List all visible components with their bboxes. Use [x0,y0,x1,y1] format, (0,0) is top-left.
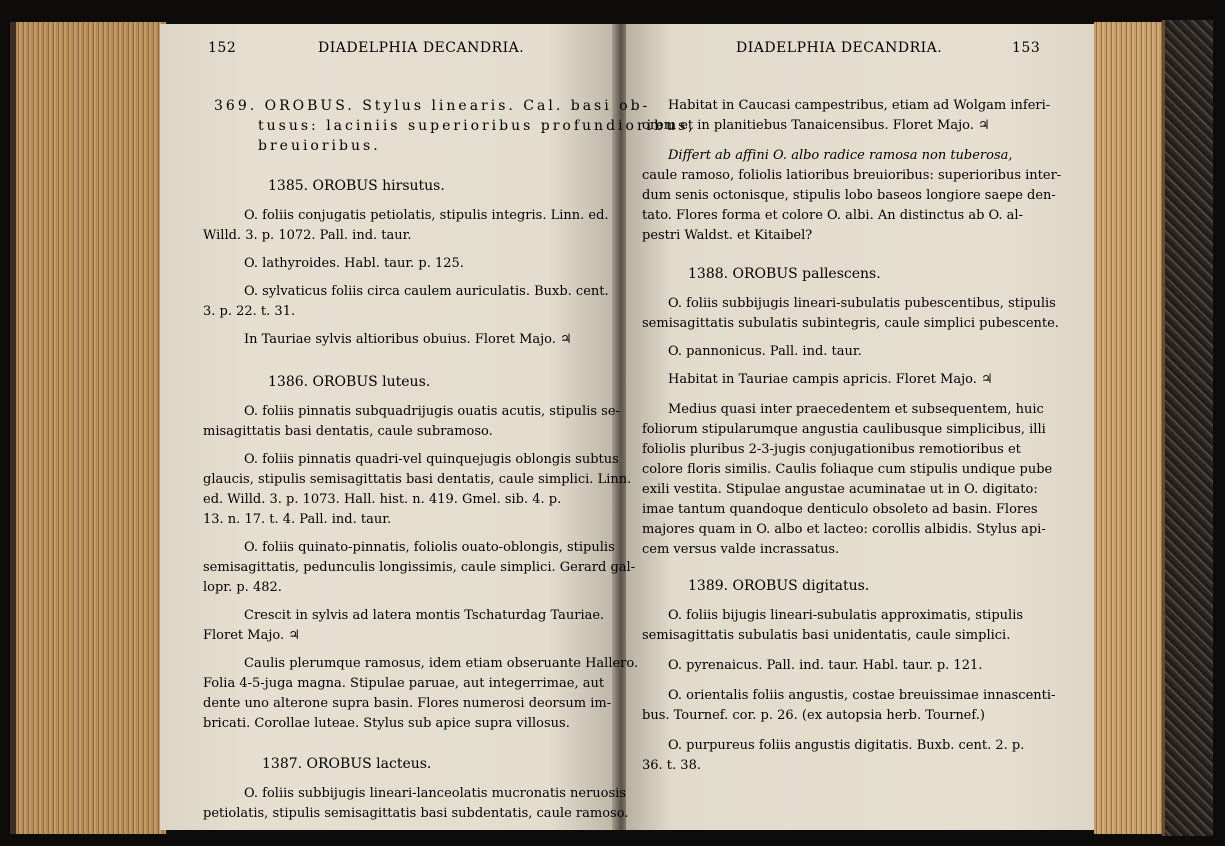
text-line: pestri Waldst. et Kitaibel? [642,228,813,243]
text-line: 369. OROBUS. Stylus linearis. Cal. basi ob- [214,98,651,114]
text-line: exili vestita. Stipulae angustae acuminatae ut in O. digitato: [642,482,1038,497]
species-heading: 1386. OROBUS luteus. [268,374,431,390]
text-line: Differt ab affini O. albo radice ramosa non tuberosa, [668,148,1013,163]
text-line: glaucis, stipulis semisagittatis basi dentatis, caule simplici. Linn. [203,472,632,487]
text-line: ed. Willd. 3. p. 1073. Hall. hist. n. 419. Gmel. sib. 4. p. [203,492,562,507]
text-line: Folia 4-5-juga magna. Stipulae paruae, aut integerrimae, aut [203,676,605,691]
text-line: lopr. p. 482. [203,580,282,595]
left-page-number: 152 [208,40,237,56]
text-line: Medius quasi inter praecedentem et subsequentem, huic [668,402,1044,417]
text-line: Caulis plerumque ramosus, idem etiam obseruante Hallero. [244,656,639,671]
right-page-edges [1094,22,1162,834]
text-line: O. foliis pinnatis subquadrijugis ouatis acutis, stipulis se- [244,404,620,419]
text-line: 36. t. 38. [642,758,701,773]
text-line: O. foliis bijugis lineari-subulatis approximatis, stipulis [668,608,1024,623]
text-line: O. lathyroides. Habl. taur. p. 125. [244,256,464,271]
text-line: bricati. Corollae luteae. Stylus sub apice supra villosus. [203,716,570,731]
text-line: petiolatis, stipulis semisagittatis basi subdentatis, caule ramoso. [203,806,629,821]
text-line: Floret Majo. ♃ [203,628,300,643]
text-line: 13. n. 17. t. 4. Pall. ind. taur. [203,512,392,527]
text-line: foliolis pluribus 2-3-jugis conjugationibus remotioribus et [642,442,1021,457]
text-line: breuioribus. [258,138,381,154]
text-line: semisagittatis, pedunculis longissimis, caule simplici. Gerard gal- [203,560,636,575]
text-line: caule ramoso, foliolis latioribus breuioribus: superioribus inter- [642,168,1062,183]
text-line: In Tauriae sylvis altioribus obuius. Floret Majo. ♃ [244,332,572,347]
species-heading: 1387. OROBUS lacteus. [262,756,432,772]
right-running-head: DIADELPHIA DECANDRIA. [736,40,943,56]
species-heading: 1389. OROBUS digitatus. [688,578,870,594]
text-line: Crescit in sylvis ad latera montis Tschaturdag Tauriae. [244,608,605,623]
right-page-number: 153 [1012,40,1041,56]
text-line: O. foliis subbijugis lineari-subulatis pubescentibus, stipulis [668,296,1056,311]
left-running-head: DIADELPHIA DECANDRIA. [318,40,525,56]
left-page-edges [10,22,166,834]
marbled-cover [1162,20,1213,836]
text-line: colore floris similis. Caulis foliaque cum stipulis undique pube [642,462,1053,477]
text-line: O. orientalis foliis angustis, costae breuissimae innascenti- [668,688,1056,703]
text-line: Habitat in Caucasi campestribus, etiam ad Wolgam inferi- [668,98,1051,113]
text-line: O. foliis quinato-pinnatis, foliolis ouato-oblongis, stipulis [244,540,615,555]
text-line: bus. Tournef. cor. p. 26. (ex autopsia herb. Tournef.) [642,708,985,723]
text-line: Willd. 3. p. 1072. Pall. ind. taur. [203,228,412,243]
text-line: orem et in planitiebus Tanaicensibus. Floret Majo. ♃ [642,118,990,133]
species-heading: 1385. OROBUS hirsutus. [268,178,445,194]
text-line: dente uno alterone supra basin. Flores numerosi deorsum im- [203,696,612,711]
text-line: O. foliis subbijugis lineari-lanceolatis mucronatis neruosis [244,786,626,801]
species-heading: 1388. OROBUS pallescens. [688,266,881,282]
text-line: O. sylvaticus foliis circa caulem auriculatis. Buxb. cent. [244,284,609,299]
text-line: O. pannonicus. Pall. ind. taur. [668,344,862,359]
text-line: O. foliis conjugatis petiolatis, stipulis integris. Linn. ed. [244,208,609,223]
text-line: O. pyrenaicus. Pall. ind. taur. Habl. taur. p. 121. [668,658,983,673]
text-line: semisagittatis subulatis subintegris, caule simplici pubescente. [642,316,1059,331]
text-line: dum senis octonisque, stipulis lobo baseos longiore saepe den- [642,188,1056,203]
text-line: cem versus valde incrassatus. [642,542,840,557]
text-line: tusus: laciniis superioribus profundioribus, [258,118,696,134]
text-line: 3. p. 22. t. 31. [203,304,296,319]
text-line: imae tantum quandoque denticulo obsoleto ad basin. Flores [642,502,1038,517]
text-line: tato. Flores forma et colore O. albi. An distinctus ab O. al- [642,208,1023,223]
text-line: O. foliis pinnatis quadri-vel quinquejugis oblongis subtus [244,452,619,467]
text-line: Habitat in Tauriae campis apricis. Floret Majo. ♃ [668,372,993,387]
text-line: misagittatis basi dentatis, caule subramoso. [203,424,493,439]
text-line: O. purpureus foliis angustis digitatis. Buxb. cent. 2. p. [668,738,1025,753]
text-line: majores quam in O. albo et lacteo: corollis albidis. Stylus api- [642,522,1046,537]
text-line: foliorum stipularumque angustia caulibusque simplicibus, illi [642,422,1046,437]
text-line: semisagittatis subulatis basi unidentatis, caule simplici. [642,628,1011,643]
